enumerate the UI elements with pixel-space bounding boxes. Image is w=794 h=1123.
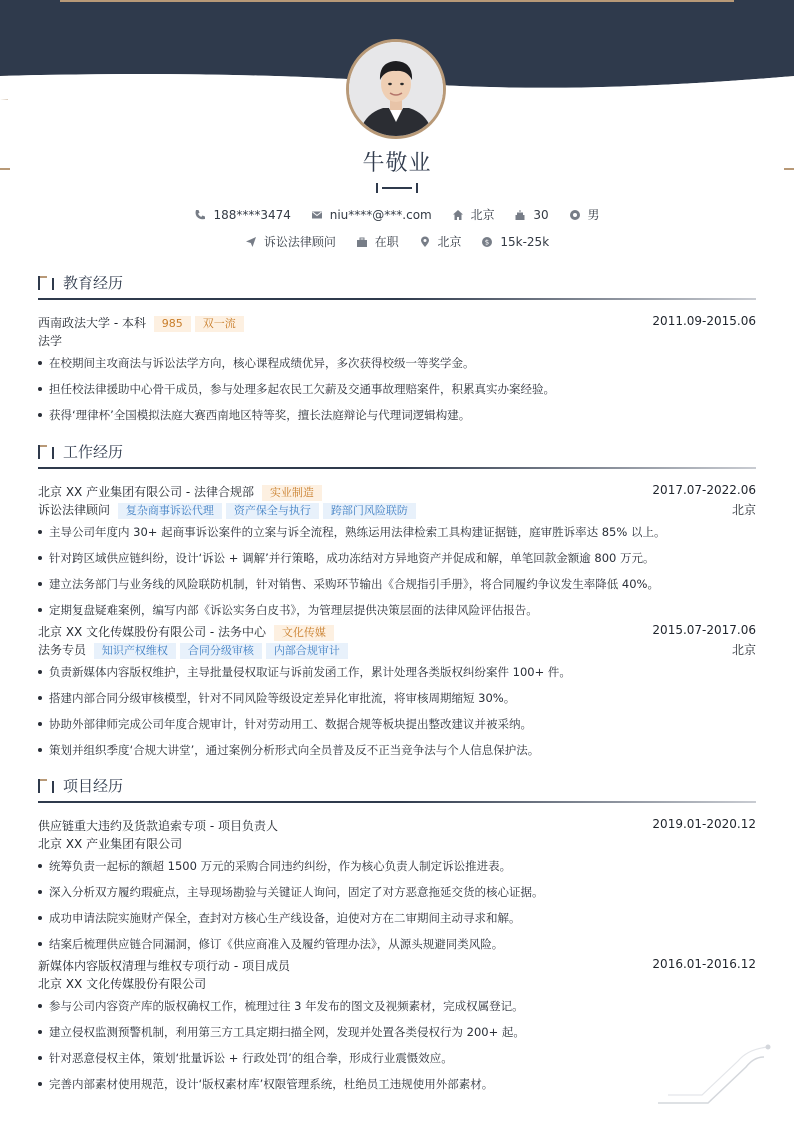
salary-text: 15k-25k	[500, 234, 550, 249]
list-item: 深入分析双方履约瑕疵点，主导现场勘验与关键证人询问，固定了对方恶意拖延交货的核心证据。	[38, 879, 756, 905]
school-tag: 985	[154, 316, 191, 332]
job-status-item	[356, 233, 399, 250]
salary-item	[481, 235, 549, 249]
send-icon	[245, 236, 257, 248]
work-section	[38, 441, 756, 763]
skill-tag: 跨部门风险联防	[323, 503, 416, 519]
company-name: 北京 XX 文化传媒股份有限公司 - 法务中心	[38, 625, 267, 639]
list-item: 建立法务部门与业务线的风险联防机制，针对销售、采购环节输出《合规指引手册》，将合同履约争议发生率降低 40%。	[38, 571, 756, 597]
section-marker-icon	[38, 779, 56, 793]
list-item: 协助外部律师完成公司年度合规审计，针对劳动用工、数据合规等板块提出整改建议并被采纳。	[38, 711, 756, 737]
school-name: 西南政法大学 - 本科	[38, 316, 146, 330]
home-icon	[452, 209, 464, 221]
money-icon	[481, 236, 493, 248]
mail-icon	[311, 209, 323, 221]
job-date: 2017.07-2022.06	[652, 483, 756, 497]
list-item: 策划并组织季度‘合规大讲堂’，通过案例分析形式向全员普及反不正当竞争法与个人信息保护法。	[38, 737, 756, 763]
industry-tag: 实业制造	[262, 485, 322, 501]
list-item: 统筹负责一起标的额超 1500 万元的采购合同违约纠纷，作为核心负责人制定诉讼推进表。	[38, 853, 756, 879]
list-item: 参与公司内容资产库的版权确权工作，梳理过往 3 年发布的图文及视频素材，完成权属登记。	[38, 993, 756, 1019]
education-date: 2011.09-2015.06	[652, 314, 756, 328]
job-position-row	[38, 501, 756, 519]
job-position: 诉讼法律顾问	[38, 503, 111, 517]
job-status-text: 在职	[374, 235, 399, 249]
home-city-text: 北京	[470, 208, 495, 222]
projects-header	[38, 775, 756, 805]
project-name: 新媒体内容版权清理与维权专项行动 - 项目成员	[38, 959, 290, 973]
list-item: 搭建内部合同分级审核模型，针对不同风险等级设定差异化审批流，将审核周期缩短 30%。	[38, 685, 756, 711]
age-text: 30	[533, 207, 549, 222]
projects-section	[38, 775, 756, 1097]
job-intent-info	[0, 233, 794, 251]
project-date: 2016.01-2016.12	[652, 957, 756, 971]
gender-icon	[569, 209, 581, 221]
education-section	[38, 272, 756, 428]
skill-tag: 复杂商事诉讼代理	[118, 503, 222, 519]
list-item: 在校期间主攻商法与诉讼法学方向，核心课程成绩优异，多次获得校级一等奖学金。	[38, 350, 756, 376]
section-marker-icon	[38, 445, 56, 459]
projects-title: 项目经历	[63, 777, 124, 795]
skill-tag: 合同分级审核	[180, 643, 262, 659]
phone-item	[194, 208, 290, 222]
email-item	[311, 208, 432, 222]
project-org: 北京 XX 文化传媒股份有限公司	[38, 977, 207, 991]
age-item	[514, 208, 548, 222]
education-title: 教育经历	[63, 274, 124, 292]
gender-item	[569, 206, 600, 223]
cake-icon	[514, 209, 526, 221]
job-position: 法务专员	[38, 643, 87, 657]
avatar	[346, 39, 446, 139]
list-item: 担任校法律援助中心骨干成员，参与处理多起农民工欠薪及交通事故理赔案件，积累真实办案经验。	[38, 376, 756, 402]
job-bullets	[38, 659, 756, 763]
home-item	[452, 206, 495, 223]
section-rule	[38, 801, 756, 803]
corner-decoration	[658, 1043, 778, 1105]
project-org: 北京 XX 产业集团有限公司	[38, 837, 183, 851]
list-item: 针对跨区域供应链纠纷，设计‘诉讼 + 调解’并行策略，成功冻结对方异地资产并促成和解，单笔回款金额逾 800 万元。	[38, 545, 756, 571]
job-date: 2015.07-2017.06	[652, 623, 756, 637]
education-bullets	[38, 350, 756, 428]
target-position-item	[245, 233, 336, 250]
location-pin-icon	[419, 236, 431, 248]
section-rule	[38, 298, 756, 300]
major: 法学	[38, 334, 63, 348]
project-bullets	[38, 853, 756, 957]
list-item: 建立侵权监测预警机制，利用第三方工具定期扫描全网，发现并处置各类侵权行为 200+ 起。	[38, 1019, 756, 1045]
target-city-text: 北京	[437, 235, 462, 249]
email-text: niu****@***.com	[329, 207, 432, 222]
list-item: 针对恶意侵权主体，策划‘批量诉讼 + 行政处罚’的组合拳，形成行业震慑效应。	[38, 1045, 756, 1071]
list-item: 成功申请法院实施财产保全，查封对方核心生产线设备，迫使对方在二审期间主动寻求和解。	[38, 905, 756, 931]
work-header	[38, 441, 756, 471]
list-item: 定期复盘疑难案例，编写内部《诉讼实务白皮书》，为管理层提供决策层面的法律风险评估报告。	[38, 597, 756, 623]
phone-text: 188****3474	[213, 207, 291, 222]
list-item: 负责新媒体内容版权维护，主导批量侵权取证与诉前发函工作，累计处理各类版权纠纷案件 100+ 件。	[38, 659, 756, 685]
name-divider	[376, 183, 418, 193]
target-position-text: 诉讼法律顾问	[263, 235, 336, 249]
list-item: 完善内部素材使用规范，设计‘版权素材库’权限管理系统，杜绝员工违规使用外部素材。	[38, 1071, 756, 1097]
list-item: 获得‘理律杯’全国模拟法庭大赛西南地区特等奖，擅长法庭辩论与代理词逻辑构建。	[38, 402, 756, 428]
skill-tag: 知识产权维权	[94, 643, 176, 659]
job-entry-head	[38, 623, 756, 641]
education-entry-head	[38, 314, 756, 332]
industry-tag: 文化传媒	[274, 625, 334, 641]
list-item: 主导公司年度内 30+ 起商事诉讼案件的立案与诉全流程，熟练运用法律检索工具构建证据链，庭审胜诉率达 85% 以上。	[38, 519, 756, 545]
project-date: 2019.01-2020.12	[652, 817, 756, 831]
section-marker-icon	[38, 276, 56, 290]
job-city: 北京	[731, 643, 756, 657]
project-entry-head	[38, 957, 756, 975]
project-name: 供应链重大违约及货款追索专项 - 项目负责人	[38, 819, 278, 833]
briefcase-icon	[356, 236, 368, 248]
education-header	[38, 272, 756, 302]
project-entry-head	[38, 817, 756, 835]
project-bullets	[38, 993, 756, 1097]
job-bullets	[38, 519, 756, 623]
skill-tag: 资产保全与执行	[226, 503, 319, 519]
svg-text:$: $	[485, 238, 490, 247]
job-position-row	[38, 641, 756, 659]
company-name: 北京 XX 产业集团有限公司 - 法律合规部	[38, 485, 255, 499]
list-item: 结案后梳理供应链合同漏洞，修订《供应商准入及履约管理办法》，从源头规避同类风险。	[38, 931, 756, 957]
work-title: 工作经历	[63, 443, 124, 461]
phone-icon	[194, 209, 206, 221]
job-entry-head	[38, 483, 756, 501]
contact-info	[0, 206, 794, 224]
school-tag: 双一流	[195, 316, 244, 332]
job-city: 北京	[731, 503, 756, 517]
candidate-name: 牛敬业	[362, 151, 432, 176]
skill-tag: 内部合规审计	[266, 643, 348, 659]
target-city-item	[419, 233, 462, 250]
gender-text: 男	[587, 208, 600, 222]
section-rule	[38, 467, 756, 469]
